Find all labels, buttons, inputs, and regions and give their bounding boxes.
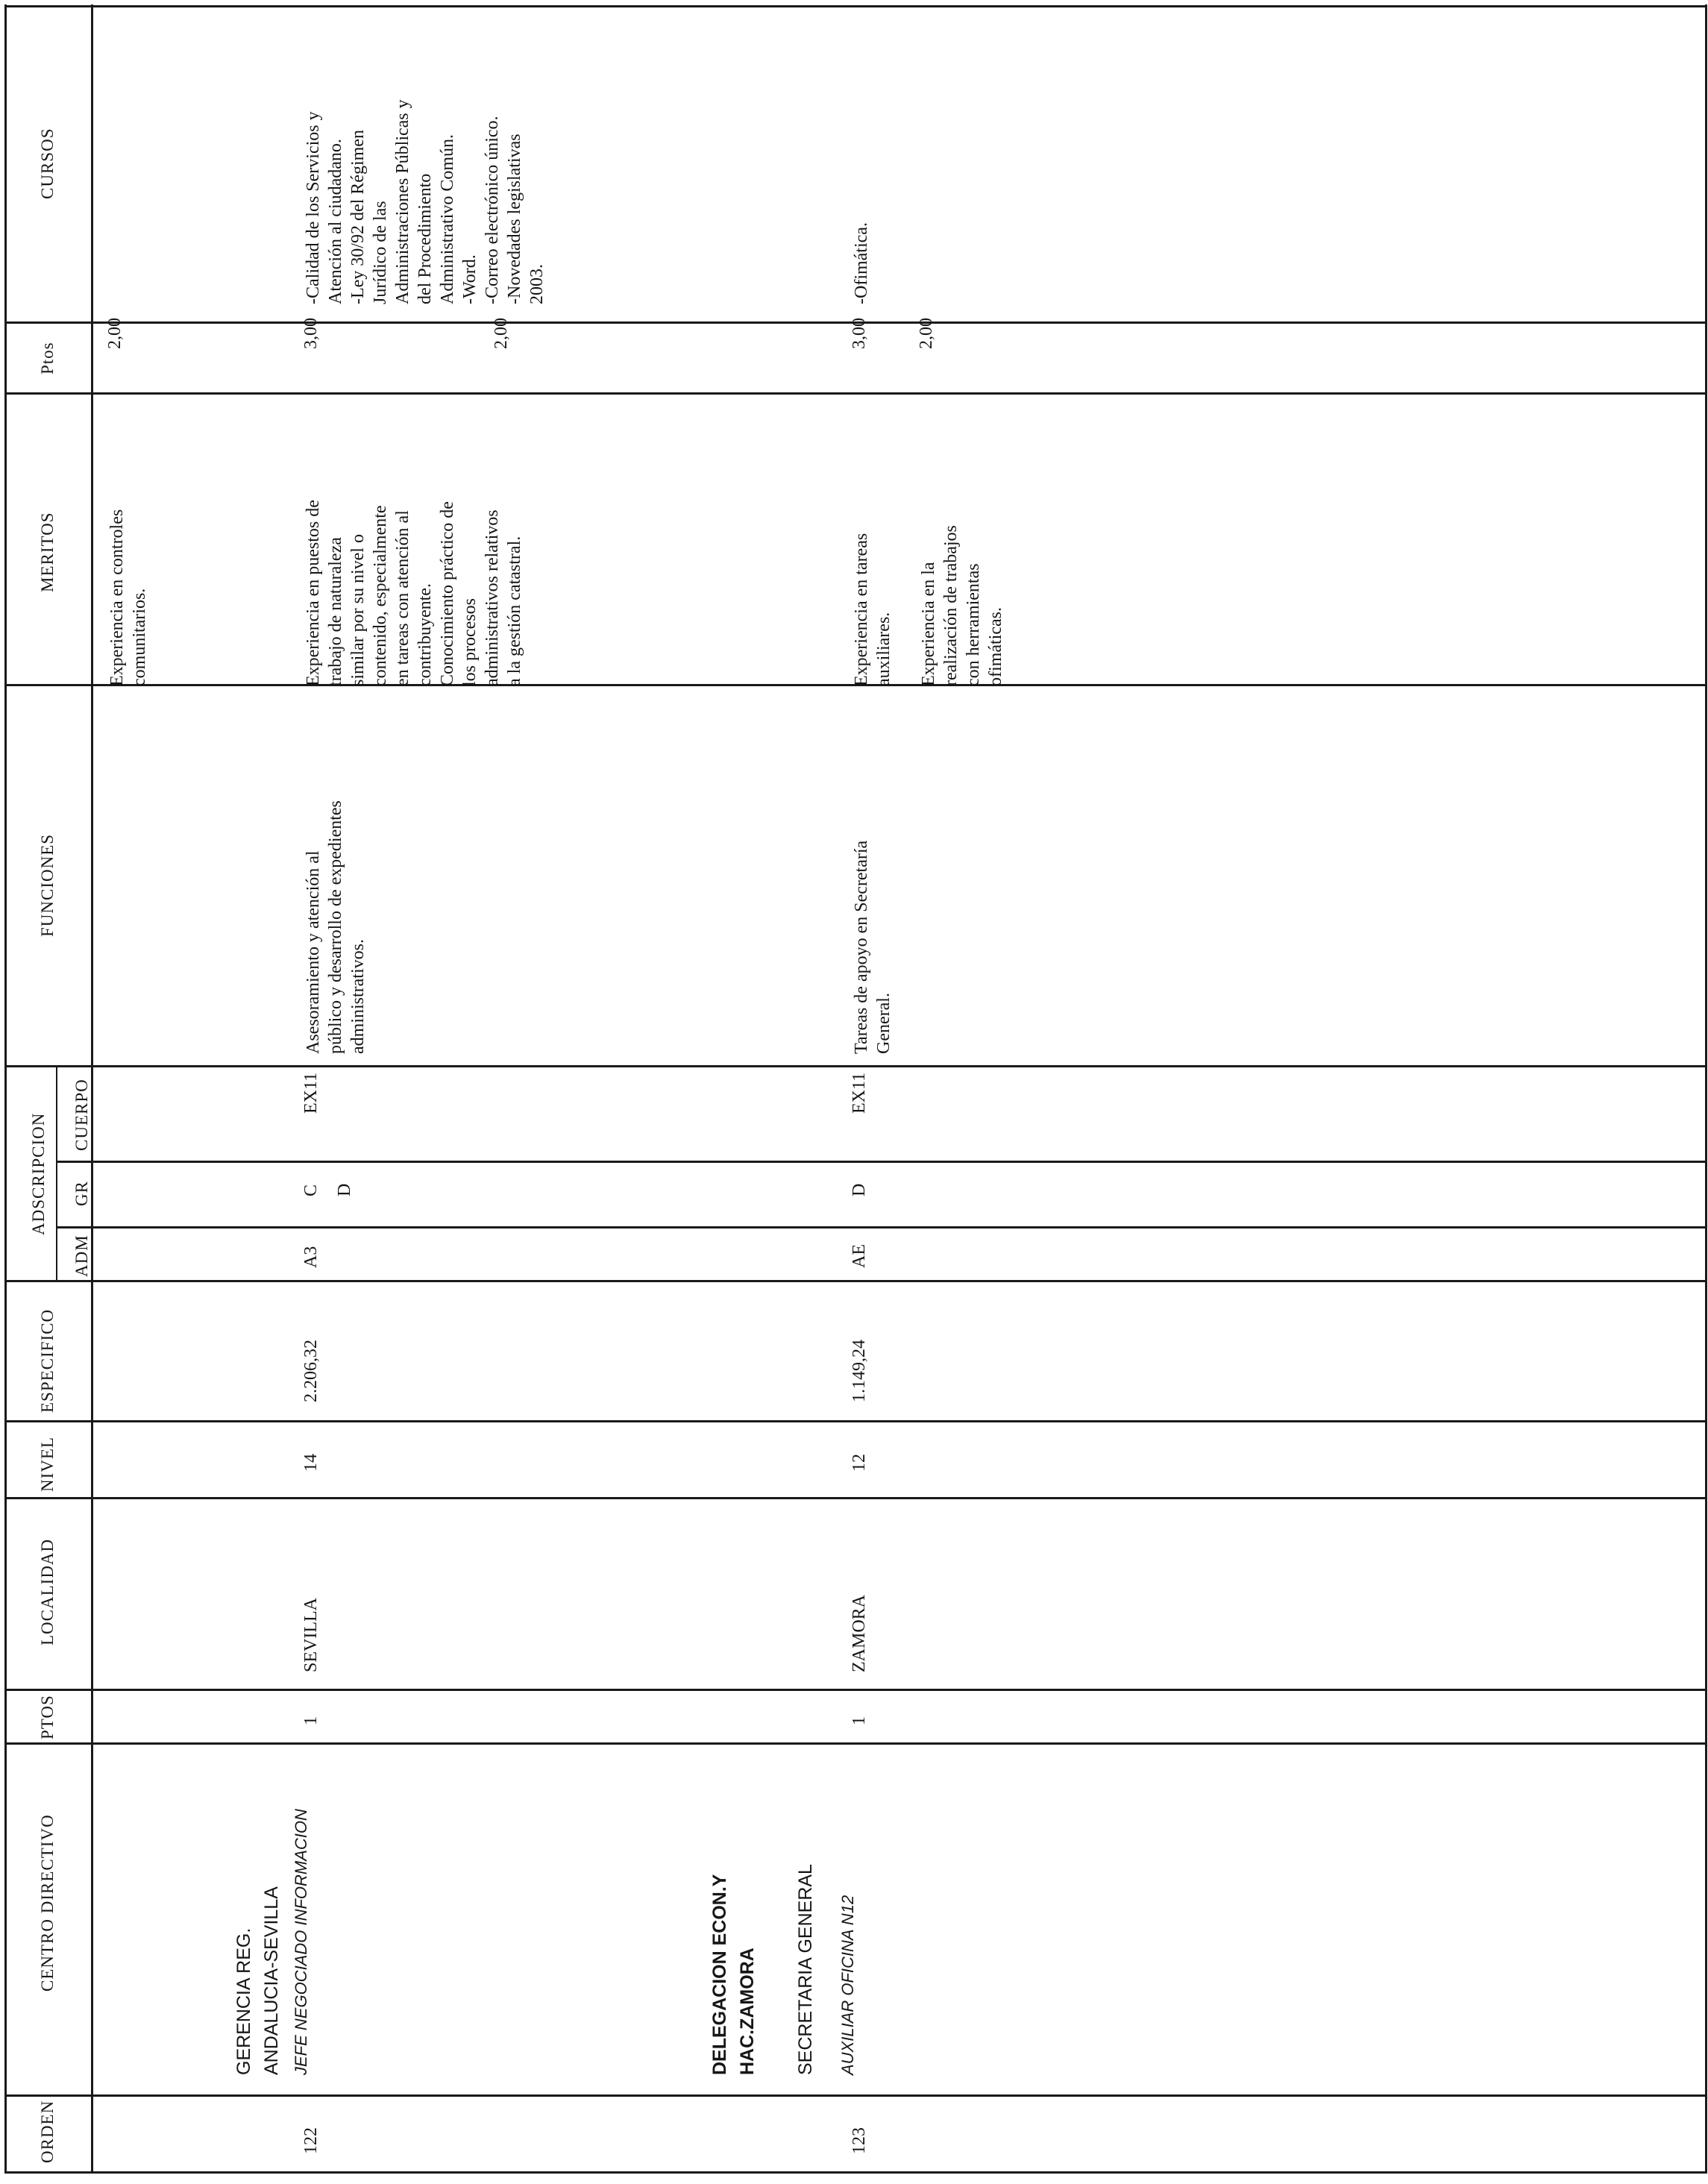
row-122-merito1: Experiencia en puestos de trabajo de naturaleza similar por su nivel o contenido, especialmente en tareas con atención al contribuyente.: [304, 500, 435, 686]
header-centro-directivo: CENTRO DIRECTIVO: [38, 1814, 57, 1992]
col-line-orden: [4, 2094, 1707, 2097]
col-line-ptos: [4, 1689, 1707, 1691]
header-gr: GR: [72, 1181, 91, 1206]
border-top: [4, 4, 7, 2174]
row-122-puntos2: 2,00: [492, 318, 511, 349]
header-adscripcion: ADSCRIPCION: [29, 1112, 48, 1235]
row-123-puntos2: 2,00: [917, 318, 936, 349]
col-line-gr: [56, 1161, 1707, 1163]
row-122-gr2: D: [335, 1183, 354, 1196]
header-bottom-rule: [91, 4, 93, 2174]
header-adm: ADM: [72, 1234, 91, 1277]
row-123-especifico: 1.149,24: [850, 1340, 869, 1402]
col-line-localidad: [4, 1497, 1707, 1499]
row-122-funciones: Asesoramiento y atención al público y desarrollo de expedientes administrativos.: [304, 800, 368, 1054]
header-cursos: CURSOS: [38, 128, 57, 199]
header-especifico: ESPECIFICO: [38, 1308, 57, 1413]
carryover-puntos: 2,00: [105, 318, 125, 349]
row-122-puesto: JEFE NEGOCIADO INFORMACION: [292, 1809, 310, 2075]
row-123-adm: AE: [850, 1244, 869, 1268]
row-122-localidad: SEVILLA: [301, 1598, 321, 1672]
adscripcion-subheader-rule: [56, 1066, 57, 1282]
row-123-orden: 123: [850, 2127, 869, 2154]
col-line-meritos: [4, 392, 1707, 395]
row-123-centro-line1: DELEGACION ECON.Y: [709, 1874, 730, 2075]
row-123-nivel: 12: [850, 1454, 869, 1472]
row-122-cuerpo: EX11: [301, 1072, 321, 1114]
col-line-especifico: [4, 1280, 1707, 1282]
row-122-ptos: 1: [301, 1716, 321, 1725]
row-123-merito1: Experiencia en tareas auxiliares.: [852, 533, 894, 686]
row-122-merito2: Conocimiento práctico de los procesos administrativos relativos a la gestión catastral.: [438, 501, 524, 686]
row-122-cursos: -Calidad de los Servicios y Atención al ciudadano. -Ley 30/92 del Régimen Jurídico de las Administraciones Públicas y del Procedimiento Administrativo Común. -Word. -Correo electrónico único. -Novedades legislativas 2003.: [304, 99, 547, 304]
row-123-merito2: Experiencia en la realización de trabajos con herramientas ofimáticas.: [919, 525, 1005, 686]
carryover-merito: Experiencia en controles comunitarios.: [107, 509, 149, 686]
row-122-orden: 122: [301, 2127, 321, 2154]
header-cuerpo: CUERPO: [72, 1079, 91, 1151]
row-122-centro-line2: ANDALUCIA-SEVILLA: [261, 1886, 282, 2075]
header-meritos: MERITOS: [38, 512, 57, 592]
header-orden: ORDEN: [38, 2100, 57, 2163]
row-123-gr: D: [850, 1183, 869, 1196]
border-left: [4, 2171, 1707, 2174]
row-123-unidad: SECRETARIA GENERAL: [795, 1864, 816, 2075]
row-123-centro-line2: HAC.ZAMORA: [737, 1948, 758, 2075]
row-123-puesto: AUXILIAR OFICINA N12: [838, 1895, 857, 2075]
row-122-especifico: 2.206,32: [301, 1340, 321, 1402]
row-123-ptos: 1: [850, 1716, 869, 1725]
header-ptos: PTOS: [38, 1695, 57, 1739]
header-nivel: NIVEL: [38, 1437, 57, 1492]
row-123-cuerpo: EX11: [850, 1072, 869, 1114]
row-123-localidad: ZAMORA: [850, 1594, 869, 1672]
row-122-adm: A3: [301, 1246, 321, 1268]
row-123-cursos: -Ofimática.: [852, 222, 871, 304]
header-funciones: FUNCIONES: [38, 833, 57, 937]
col-line-cuerpo: [4, 1065, 1707, 1067]
header-localidad: LOCALIDAD: [38, 1538, 57, 1645]
row-122-centro-line1: GERENCIA REG.: [233, 1927, 254, 2075]
border-bottom: [1705, 4, 1707, 2174]
row-122-nivel: 14: [301, 1454, 321, 1472]
row-123-puntos1: 3,00: [850, 318, 869, 349]
col-line-adm: [56, 1226, 1707, 1228]
row-123-funciones: Tareas de apoyo en Secretaría General.: [852, 840, 894, 1054]
col-line-centro: [4, 1742, 1707, 1745]
header-puntos: Ptos: [38, 342, 57, 374]
col-line-nivel: [4, 1420, 1707, 1422]
row-122-puntos1: 3,00: [301, 318, 321, 349]
row-122-gr1: C: [301, 1184, 321, 1196]
border-right: [4, 5, 1707, 7]
